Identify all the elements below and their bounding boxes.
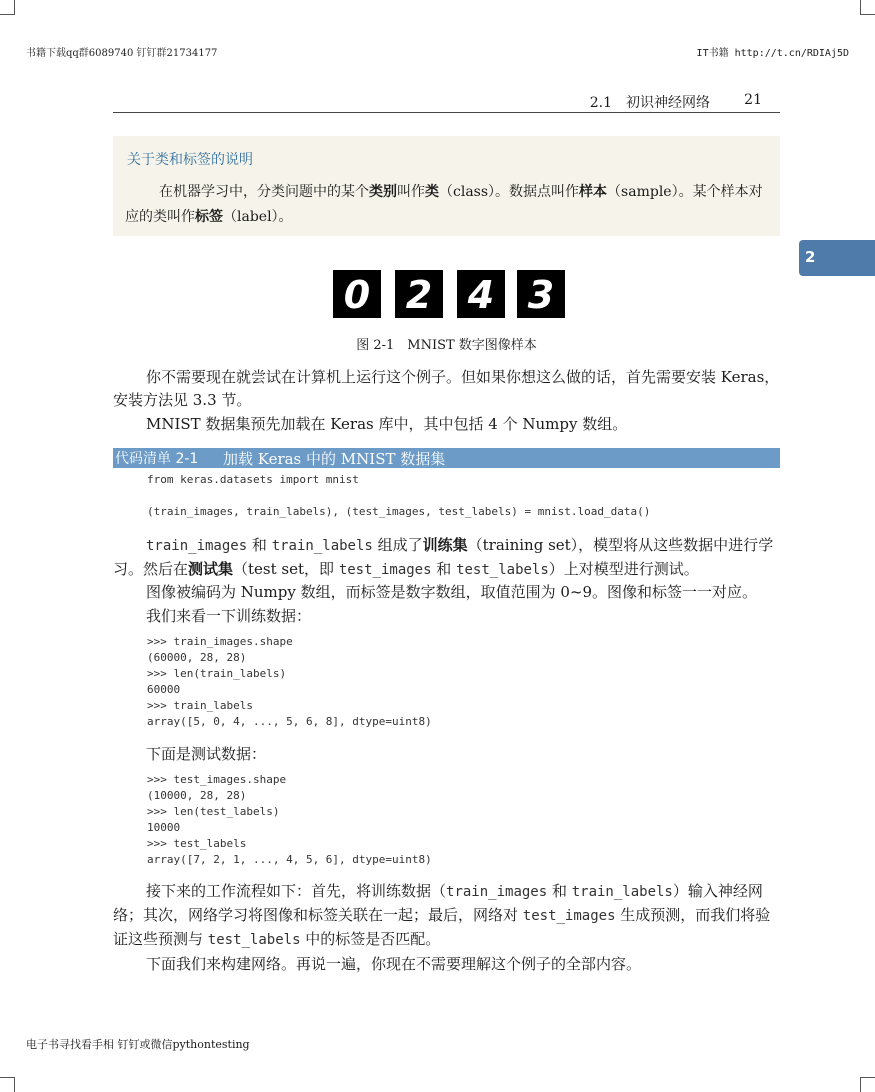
term: 测试集 [188, 560, 234, 578]
digit-glyph [517, 270, 565, 318]
code-block: >>> train_images.shape (60000, 28, 28) >>> len(train_labels) 60000 >>> train_labels array([5, 0, 4, ..., 5, 6, 8], dtype=uint8) [147, 635, 432, 728]
figure-caption: 图 2-1 MNIST 数字图像样本 [356, 338, 537, 353]
code-block: >>> test_images.shape (10000, 28, 28) >>> len(test_labels) 10000 >>> test_labels array([7, 2, 1, ..., 4, 5, 6], dtype=uint8) [147, 773, 432, 866]
note-text: 叫作 [397, 184, 425, 200]
inline-code: test_labels [207, 932, 301, 948]
inline-code: train_labels [271, 538, 373, 554]
paragraph-text: 下面我们来构建网络。再说一遍，你现在不需要理解这个例子的全部内容。 [146, 955, 642, 973]
paragraph [113, 534, 780, 582]
paragraph [113, 953, 780, 976]
paragraph-text: （test set，即 [233, 560, 339, 578]
svg-text:2: 2 [405, 273, 433, 317]
crop-mark-bottom-left [0, 1077, 15, 1092]
paragraph-text: 接下来的工作流程如下：首先，将训练数据（ [146, 882, 447, 900]
chapter-tab [799, 240, 875, 276]
note-text: （sample）。某个样本对应的类叫作 [125, 184, 763, 225]
svg-text:4: 4 [467, 273, 495, 317]
listing-label: 代码清单 2-1 [115, 451, 199, 467]
running-head-section: 2.1 初识神经网络 [589, 95, 710, 111]
paragraph-text: 你不需要现在就尝试在计算机上运行这个例子。但如果你想这么做的话，首先需要安装 Keras，安装方法见 3.3 节。 [113, 368, 780, 409]
svg-text:3: 3 [527, 273, 555, 317]
paragraph-text: 组成了 [372, 536, 423, 554]
code-listing-header [113, 448, 780, 468]
watermark-top-left: 书籍下载qq群6089740 钉钉群21734177 [26, 48, 218, 59]
paragraph-text: ）上对模型进行测试。 [548, 560, 699, 578]
digit-glyph [395, 270, 443, 318]
paragraph [113, 581, 780, 604]
note-title: 关于类和标签的说明 [127, 152, 253, 168]
mnist-digit-image [333, 270, 381, 318]
note-box [113, 136, 780, 236]
page-number: 21 [744, 92, 762, 108]
code-block: from keras.datasets import mnist (train_images, train_labels), (test_images, test_labels) = mnist.load_data() [147, 473, 651, 518]
paragraph-text: 我们来看一下训练数据： [146, 607, 312, 625]
watermark-bottom-left: 电子书寻找看手相 钉钉或微信pythontesting [26, 1038, 250, 1051]
listing-title: 加载 Keras 中的 MNIST 数据集 [223, 450, 446, 468]
inline-code: train_images [146, 538, 248, 554]
note-text: （class）。数据点叫作 [439, 184, 580, 200]
paragraph-text: 和 [547, 882, 572, 900]
paragraph-text: MNIST 数据集预先加载在 Keras 库中，其中包括 4 个 Numpy 数组。 [146, 415, 628, 433]
paragraph [113, 880, 780, 952]
paragraph [113, 366, 780, 412]
paragraph [113, 743, 780, 766]
mnist-digit-image [517, 270, 565, 318]
note-text: （label）。 [223, 209, 293, 225]
paragraph [113, 605, 780, 628]
mnist-digit-image [395, 270, 443, 318]
paragraph-text: ）输入神经网络；其次，网络学习将图像和标签关联在一起；最后，网络对 [113, 882, 763, 924]
inline-code: train_labels [571, 884, 673, 900]
digit-glyph [457, 270, 505, 318]
note-term: 类别 [369, 184, 397, 200]
running-head [113, 92, 780, 113]
inline-code: train_images [446, 884, 548, 900]
inline-code: test_images [338, 562, 432, 578]
crop-mark-top-right [860, 0, 875, 15]
inline-code: test_images [522, 908, 616, 924]
crop-mark-top-left [0, 0, 15, 15]
note-term: 样本 [579, 184, 608, 200]
paragraph-text: （training set），模型将从这些数据中进行学习。然后在 [113, 536, 774, 578]
note-term: 类 [425, 184, 439, 200]
paragraph-text: 中的标签是否匹配。 [300, 930, 441, 948]
chapter-tab-number: 2 [805, 248, 816, 266]
watermark-top-right: IT书籍 http://t.cn/RDIAj5D [696, 48, 849, 59]
svg-text:0: 0 [343, 273, 371, 317]
mnist-digit-image [457, 270, 505, 318]
crop-mark-bottom-right [860, 1077, 875, 1092]
paragraph-text: 下面是测试数据： [146, 745, 267, 763]
paragraph [113, 413, 780, 436]
inline-code: test_labels [456, 562, 549, 578]
term: 训练集 [422, 536, 468, 554]
paragraph-text: 生成预测，而我们将验证这些预测与 [113, 906, 771, 948]
paragraph-text: 和 [247, 536, 272, 554]
digit-glyph [333, 270, 381, 318]
paragraph-text: 和 [431, 560, 457, 578]
note-body [125, 180, 773, 230]
paragraph-text: 图像被编码为 Numpy 数组，而标签是数字数组，取值范围为 0~9。图像和标签一一对应。 [146, 583, 758, 601]
note-text: 在机器学习中，分类问题中的某个 [159, 184, 369, 200]
note-term: 标签 [195, 209, 223, 225]
